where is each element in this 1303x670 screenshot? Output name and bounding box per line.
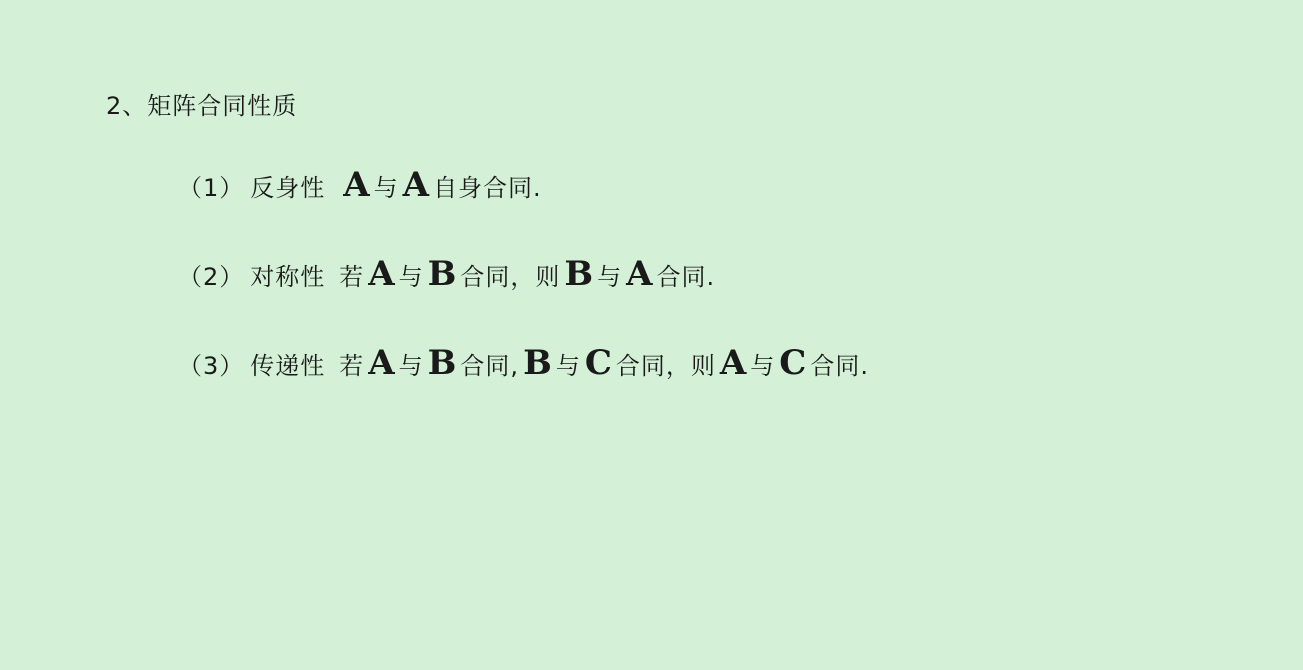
statement-text: 合同，则 — [615, 352, 716, 380]
statement-text: 自身合同. — [433, 174, 542, 202]
section-heading: 2、矩阵合同性质 — [106, 92, 298, 120]
matrix-symbol: C — [779, 343, 807, 383]
matrix-symbol: A — [368, 254, 395, 294]
statement-text: 与 — [597, 263, 623, 291]
statement-text: 与 — [750, 352, 776, 380]
item-number: （2） — [178, 263, 245, 291]
statement-text: 若 — [339, 352, 365, 380]
matrix-symbol: B — [427, 254, 457, 294]
matrix-symbol: C — [584, 343, 612, 383]
matrix-symbol: B — [523, 343, 552, 383]
statement-text: 与 — [373, 174, 399, 202]
matrix-symbol: A — [626, 254, 653, 294]
statement-text: 与 — [398, 352, 424, 380]
matrix-symbol: A — [343, 165, 370, 205]
property-transitive — [178, 343, 869, 383]
property-name: 传递性 — [250, 352, 326, 380]
statement-text: 合同，则 — [460, 263, 561, 291]
statement-text: 若 — [339, 263, 365, 291]
item-number: （1） — [178, 174, 245, 202]
matrix-symbol: B — [564, 254, 594, 294]
property-name: 反身性 — [250, 174, 326, 202]
statement-text: 与 — [398, 263, 424, 291]
statement-text: 合同. — [656, 263, 716, 291]
statement-text: 合同, — [460, 352, 520, 380]
property-name: 对称性 — [250, 263, 326, 291]
item-number: （3） — [178, 352, 245, 380]
property-symmetric — [178, 254, 715, 294]
property-reflexive — [178, 165, 542, 205]
matrix-symbol: B — [427, 343, 457, 383]
matrix-symbol: A — [719, 343, 747, 383]
matrix-symbol: A — [368, 343, 395, 383]
statement-text: 与 — [555, 352, 581, 380]
matrix-symbol: A — [402, 165, 430, 205]
statement-text: 合同. — [810, 352, 869, 380]
